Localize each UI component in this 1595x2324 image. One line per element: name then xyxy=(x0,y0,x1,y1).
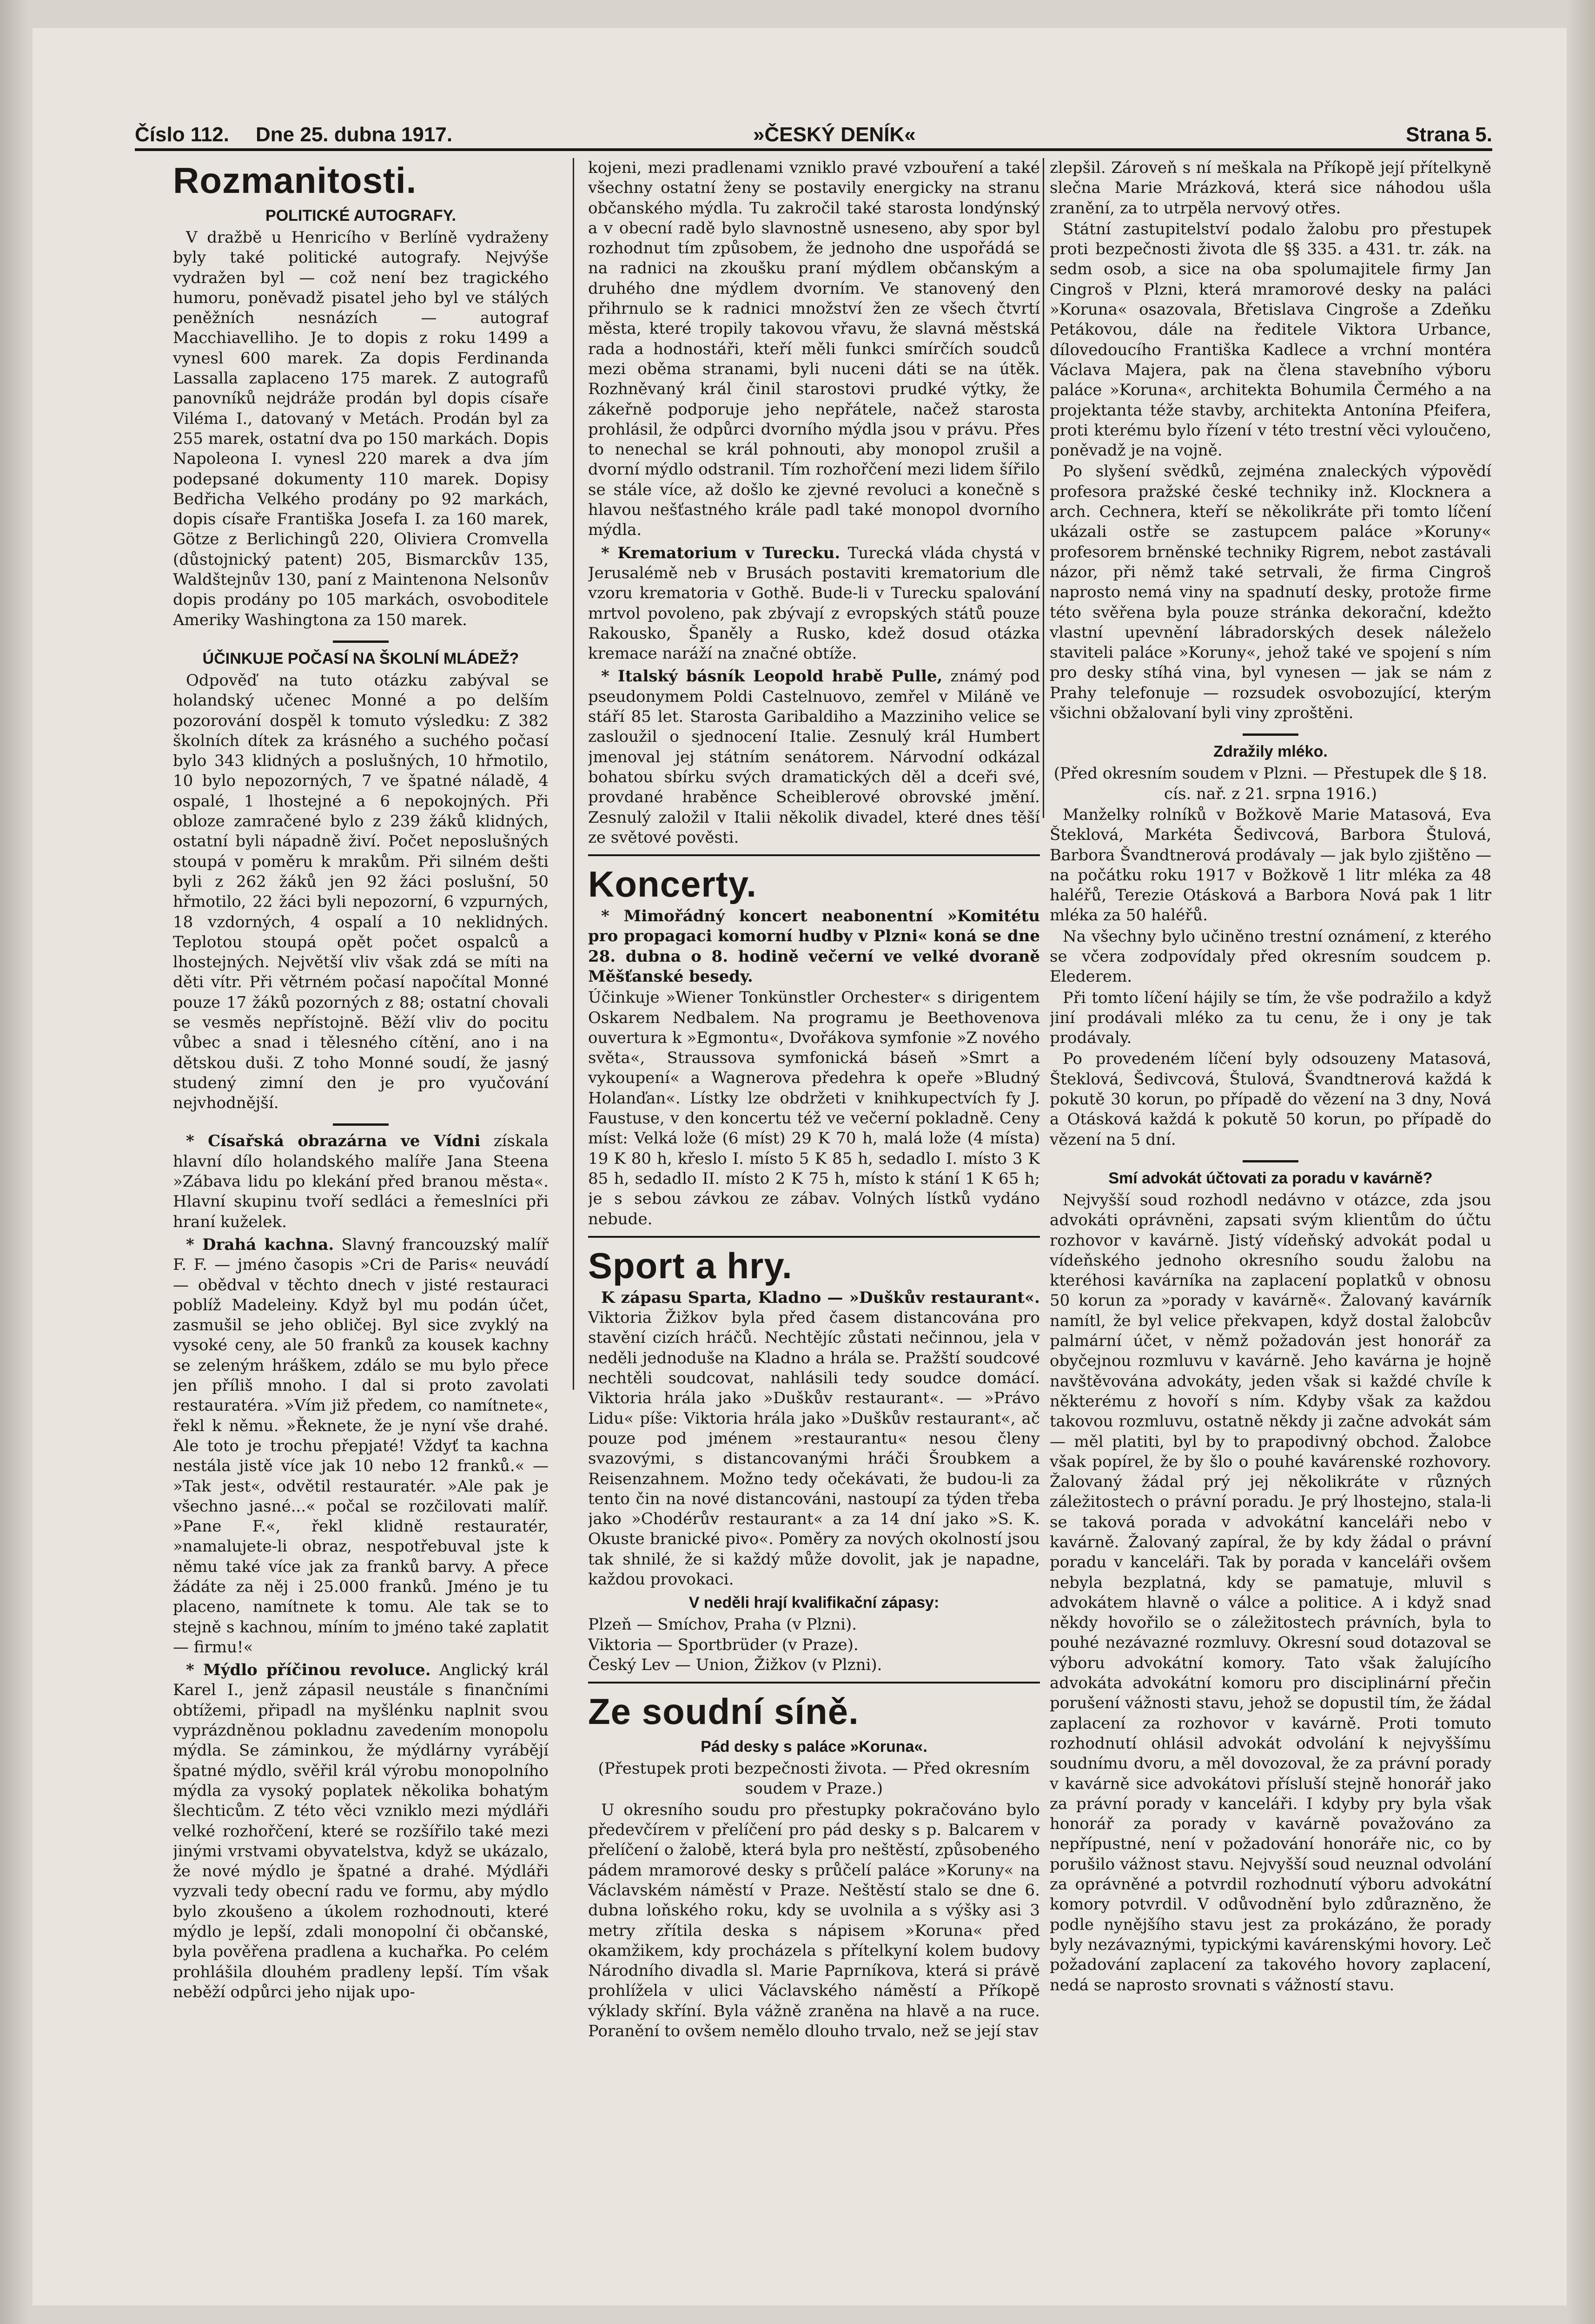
article-continuation: zlepšil. Zároveň s ní meškala na Příkopě její přítelkyně slečna Marie Mrázková, která sice náhodou ušla zranění, za to utrpěla nervový otřes. xyxy=(1050,158,1491,218)
column-middle xyxy=(588,158,1040,2278)
article-body: Při tomto líčení hájily se tím, že vše podražilo a když jiní prodávali mléko za tu cenu, že i ony je tak prodávaly. xyxy=(1050,988,1491,1048)
news-item xyxy=(173,1235,549,1657)
article-body: U okresního soudu pro přestupky pokračováno bylo předevčírem v přelíčení pro pád desky s p. Balcarem v přelíčení o žalobě, která byla pro neštěstí, způsobeného pádem mramorové desky s průčelí paláce »Koruny« na Václavském náměstí v Praze. Neštěstí stalo se dne 6. dubna loňského roku, kdy se uvolnila a s výšky asi 3 metry zřítila deska s nápisem »Koruna« před okamžikem, kdy procházela s přítelkyní kolem budovy Národního divadla sl. Marie Paprníkova, která si právě prohlížela v ulici Václavského náměstí a Příkopě výklady skříní. Byla vážně zraněna na hlavě a na ruce. Poranění to ovšem nemělo dlouho trvalo, než se její stav xyxy=(588,1800,1040,2041)
article-heading: POLITICKÉ AUTOGRAFY. xyxy=(265,207,456,224)
news-item-title: * Mýdlo příčinou revoluce. xyxy=(186,1661,431,1680)
section-title-koncerty: Koncerty. xyxy=(588,864,757,905)
sport-item-body: Viktoria Žižkov byla před časem distancována pro stavění cizích hráčů. Nechtějíc zůstati nečinnou, jela v neděli jednoduše na Kladno a hrála se. Pražští soudcové nechtěli soudcovat, nahlásili tedy soudce domácí. Viktoria hrála jako »Duškův restaurant«. — »Právo Lidu« píše: Viktoria hrála jako »Duškův restaurant«, ač pouze pod jménem »restaurantu« nesou členy svazovými, s distancovanými hráči Šroubkem a Reisenzahnem. Možno tedy očekávati, že budou-li za tento čin na nové distancováni, nastoupí za týden třeba jako »Chodérův restaurant« a za 14 dní jako »S. K. Okuste branické pivo«. Poměry za nových okolností jsou tak shnilé, že si každý může dovolit, jak je napadne, každou provokaci. xyxy=(588,1308,1040,1589)
news-item-body: známý pod pseudonymem Poldi Castelnuovo, zemřel v Miláně ve stáří 85 let. Starosta Garibaldiho a Mazziniho velice se zasloužil o sjednocení Italie. Zesnulý král Humbert jmenoval jej státním senátorem. Nárvodní odkázal bohatou sbírku svých dramatických děl a dceři své, provdané hraběnce Scheiblerové obrovské jmění. Zesnulý založil v Italii několik divadel, které dnes těší ze světové pověsti. xyxy=(588,667,1040,847)
divider xyxy=(1243,1160,1298,1162)
match-row: Viktoria — Sportbrüder (v Praze). xyxy=(588,1635,859,1654)
article-continuation: kojeni, mezi pradlenami vzniklo pravé vzbouření a také všechny ostatní ženy se postavily energicky na stranu občanského mýdla. Tu zakročil také starosta londýnský a v obecní radě bylo slavnostně usneseno, aby spor byl rozhodnut tím způsobem, že jednoho dne uspořádá se na radnici na zkoušku praní mýdlem občanským a druhého dne mýdlem dvorním. Ve stanovený den přihrnulo se k radnici množství žen ze všech čtvrtí města, které tropily takovou vřavu, že slavná městská rada a hodnostáři, kteří měli funkci smírčích soudců mezi oběma stranami, byli nuceni dáti se na útěk. Rozhněvaný král činil starostovi prudké výtky, že zákeřně podporuje jeho nepřátele, načež starosta prohlásil, že odpůrci dvorního mýdla jsou v právu. Přes to nenechal se král pohnouti, aby monopol zrušil a dvorní mýdlo odstranil. Tím rozhořčení mezi lidem šířilo se stále více, až došlo ke zjevné revoluci a konečně s hlavou nešťastného krále padl také monopol dvorního mýdla. xyxy=(588,158,1040,540)
sport-item xyxy=(588,1288,1040,1590)
news-item xyxy=(173,1660,549,2002)
column-divider xyxy=(573,158,574,1390)
news-item-title: * Drahá kachna. xyxy=(186,1235,334,1254)
section-rule xyxy=(588,1682,1040,1684)
news-item xyxy=(588,667,1040,848)
divider xyxy=(333,640,389,643)
match-row: Plzeň — Smíchov, Praha (v Plzni). xyxy=(588,1615,857,1634)
issue-date: Dne 25. dubna 1917. xyxy=(256,123,453,146)
article-body: Manželky rolníků v Božkově Marie Matasová, Eva Šteklová, Markéta Šedivcová, Barbora Štulová, Barbora Švandtnerová prodávaly — jak bylo zjištěno — na počátku roku 1917 v Božkově 1 litr mléka za 48 haléřů, Terezie Otásková a Barbora Nová pak 1 litr mléka za 50 haléřů. xyxy=(1050,805,1491,925)
article-body: V dražbě u Henricího v Berlíně vydraženy byly také politické autografy. Nejvýše vydražen byl — což není bez tragického humoru, poněvadž pisatel jeho byl ve stálých peněžních nesnázích — autograf Macchiavelliho. Je to dopis z roku 1499 a vynesl 600 marek. Za dopis Ferdinanda Lassalla zaplaceno 175 marek. Z autografů panovníků nejdráže prodán byl dopis císaře Viléma I., datovaný v Metách. Prodán byl za 255 marek, ostatní dva po 150 markách. Dopis Napoleona I. vynesl 220 marek a dva jím podepsané dokumenty 110 marek. Dopisy Bedřicha Velkého prodány po 92 markách, dopis císaře Františka Josefa I. za 160 marek, Götze z Berlichingů 220, Oliviera Cromvella (důstojnický patent) 205, Bismarckův 135, Waldštejnův 130, paní z Maintenona Nelsonův dopis prodány po 105 markách, osvoboditele Ameriky Washingtona za 150 marek. xyxy=(173,228,549,629)
page-header xyxy=(135,123,1492,151)
news-item-body: Slavný francouzský malíř F. F. — jméno časopis »Cri de Paris« neuvádí — obědval v těchto dnech v jisté restauraci poblíž Madeleiny. Když byl mu podán účet, zasmušil se jeho obličej. Byl sice zvyklý na vysoké ceny, ale 50 franků za kousek kachny se zeleným hráškem, zdálo se mu bylo přece jen příliš mnoho. I dal si proto zavolati restauratéra. »Vím již předem, co namítnete«, řekl k němu. »Řeknete, že je nyní vše drahé. Ale toto je trochu přepjaté! Vždyť ta kachna nestála jistě více jak 10 nebo 12 franků.« — »Tak jest«, odvětil restauratér. »Ale pak je všechno jasné...« počal se rozčilovati malíř. »Pane F.«, řekl klidně restauratér, »namalujete-li obraz, nespotřebuval jste k němu také více jak za franků barvy. A přece žádáte za něj i 25.000 franků. Jméno je tu placeno, namítnete k tomu. Ale tak se to stejně s kachnou, míním to jméno také zaplatit — firmu!« xyxy=(173,1235,549,1657)
issue-number: Číslo 112. xyxy=(135,123,230,146)
match-row: Český Lev — Union, Žižkov (v Plzni). xyxy=(588,1655,882,1674)
article-subheading: (Před okresním soudem v Plzni. — Přestupek dle § 18. cís. nař. z 21. srpna 1916.) xyxy=(1053,764,1488,803)
news-item-title: * Krematorium v Turecku. xyxy=(601,543,841,562)
page-number: Strana 5. xyxy=(1406,123,1492,146)
news-item-body: získala hlavní dílo holandského malíře Jana Steena »Zábava lidu po klekání před branou města«. Hlavní skupinu tvoří sedláci a řemeslníci při hraní kuželek. xyxy=(173,1132,549,1231)
article-heading: ÚČINKUJE POČASÍ NA ŠKOLNÍ MLÁDEŽ? xyxy=(202,649,519,667)
newspaper-title: »ČESKÝ DENÍK« xyxy=(753,123,916,146)
article-body: Po slyšení svědků, zejména znaleckých výpovědí profesora pražské české techniky inž. Klocknera a arch. Cechnera, kteří se několikráte při tomto líčení ukázali ostře se zastupcem paláce »Koruny« profesorem brněnské techniky Rigrem, nebot zastávali názor, při němž také setrvali, že firma Cingroš naprosto nemá viny na spadnutí desky, protože firme této svěřena byla pouze stránka dekorační, kdežto vlastní upevnění lábradorských desek náleželo staviteli paláce »Koruny«, jehož také ve spojení s ním pro desky stíhá vina, byl vynesen — jak se nám z Prahy telefonuje — rozsudek osvobozující, kterým všichni obžalovaní byli viny zproštěni. xyxy=(1050,462,1491,723)
article-subheading: (Přestupek proti bezpečnosti života. — Před okresním soudem v Praze.) xyxy=(598,1759,1030,1798)
sport-item-title: K zápasu Sparta, Kladno — »Duškův restaurant«. xyxy=(601,1288,1040,1307)
match-list-heading: V neděli hrají kvalifikační zápasy: xyxy=(688,1594,940,1612)
column-divider xyxy=(1043,158,1044,818)
article-heading: Pád desky s paláce »Koruna«. xyxy=(701,1738,927,1756)
article-body: Na všechny bylo učiněno trestní oznámení, z kterého se včera zodpovídaly před okresním soudcem p. Elederem. xyxy=(1050,927,1491,986)
concert-lead: * Mimořádný koncert neabonentní »Komitétu pro propagaci komorní hudby v Plzni« koná se dne 28. dubna o 8. hodině večerní ve velké dvoraně Měšťanské besedy. xyxy=(588,907,1040,986)
section-rule xyxy=(588,1236,1040,1238)
section-title-soud: Ze soudní síně. xyxy=(588,1691,859,1732)
news-item-title: * Italský básník Leopold hrabě Pulle, xyxy=(601,667,943,686)
article-body: Po provedeném líčení byly odsouzeny Matasová, Šteklová, Šedivcová, Štulová, Švandtnerová každá k pokutě 30 korun, po případě do vězení na 3 dny, Nová a Otásková každá k pokutě 50 korun, po případě do vězení na 5 dní. xyxy=(1050,1050,1491,1149)
section-title-rozmanitosti: Rozmanitosti. xyxy=(173,160,417,201)
article-body: Odpověď na tuto otázku zabýval se holandský učenec Monné a po delším pozorování dospěl k tomuto výsledku: Z 382 školních dítek za krásného a suchého počasí bylo 343 klidných a poslušných, 10 hřmotilo, 10 bylo nepozorných, 7 ve špatné náladě, 4 ospalé, 1 lhostejné a 6 nepokojných. Při obloze zamračené bylo z 239 žáků klidných, ostatní byli nápadně živí. Počet neposlušných stoupá v poměru k mrakům. Při silném dešti byli z 262 žáků jen 92 žáci poslušní, 50 hřmotilo, 22 žáci byli nepozorní, 6 vzpurných, 18 vzdorných, 4 ospalí a 10 neklidných. Teplotou stoupá opět počet ospalců a lhostejných. Největší vliv však zdá se míti na děti vítr. Při větrném počasí napočítal Monné pouze 17 žáků pozorných z 88; ostatní chovali se vesměs nepřístojně. Běží vliv do pocitu vůbec a snad i tělesného cítění, ano i na dětskou duši. Z toho Monné soudí, že jasný studený zimní den je pro vyučování nejvhodnější. xyxy=(173,671,549,1113)
section-rule xyxy=(588,854,1040,856)
section-title-sport: Sport a hry. xyxy=(588,1245,793,1286)
column-left xyxy=(173,158,549,2278)
article-body: Nejvyšší soud rozhodl nedávno v otázce, zda jsou advokáti oprávněni, zapsati svým klientům do účtu rozhovor v kavárně. Jistý vídeňský advokát podal u vídeňského jednoho okresního soudu žalobu na kteréhosi kavárníka na zaplacení poplatků v obnosu 50 korun za »porady v kavárně«. Žalovaný kavárník namítl, že byl velice překvapen, když dostal žalobcův palmární účet, v němž požadován jest honorář za obyčejnou rozmluvu v kavárně. Jeho kavárna je hojně navštěvována advokáty, jeden však si každé chvíle k některému z hovoří s ním. Kdyby však za každou takovou rozmluvu, ostatně někdy ji začne advokát sám — měl platiti, byl by to prapodivný obchod. Žalobce však popírel, že by šlo o pouhé kavárenské rozhovory. Žalovaný žádal prý jej několikráte v různých záležitostech o právní poradu. Je prý lhostejno, stala-li se taková porada v advokátní kanceláři nebo v kavárně. Žalovaný zapíral, že by kdy žádal o právní poradu v kanceláři. Tak by porada v kanceláři ovšem nebyla bezplatná, kdy se pamatuje, mluvil s advokátem hlavně o válce a politice. A i když snad někdy hovořilo se o záležitostech právních, byla to pouhé nezávazné rozmluvy. Okresní soud dotazoval se výboru advokátní komory. Tato však žalujícího advokáta advokátní komoru pro disciplinární přečin porušení vážnosti stavu, jehož se dopustil tím, že žádal zaplacení za rozhovor v kavárně. Proti tomuto rozhodnutí ohlásil advokát odvolání k nejvyššímu soudnímu dvoru, a měl dovozoval, že za právní porady v kavárně sice advokátovi přísluší stejně honorář jako za právní porady v kanceláři. I kdyby pry byla však honorář za porady v kavárně považováno za nepřípustné, není v požadování honoráře nic, co by porušilo vážnost stavu. Nejvyšší soud neuznal odvolání za oprávněné a potvrdil rozhodnutí výboru advokátní komory potvrdil. V odůvodnění bylo zdůrazněno, že podle nynějšího stavu jest za prokázáno, že porady byly nezávaznými, typickými kavárenskými hovory. Leč požadování zaplacení za takového hovory zaplacení, nedá se naprosto srovnati s vážností stavu. xyxy=(1050,1190,1491,1994)
news-item-body: Turecká vláda chystá v Jerusalémě neb v Brusách postaviti krematorium dle vzoru krematoria v Gothě. Bude-li v Turecku spalování mrtvol povoleno, pak zbývají z evropských států pouze Rakousko, Španěly a Rusko, kdež dosud otázka kremace naráží na značné obtíže. xyxy=(588,543,1040,663)
article-body: Státní zastupitelství podalo žalobu pro přestupek proti bezpečnosti života dle §§ 335. a 431. tr. zák. na sedm osob, a sice na oba spolumajitele firmy Jan Cingroš v Plzni, která mramorové desky na paláci »Koruna« osazovala, Břetislava Cingroše a Zdeňku Petákovou, dále na ředitele Viktora Urbance, dílovedoucího Františka Kadlece a vrchní montéra Václava Majera, pak na člena stavebního výboru paláce »Koruna«, architekta Bohumila Čermého a na projektanta téže stavby, architekta Antonína Pfeifera, proti kterému bylo řízení v této trestní věci vyloučeno, poněvadž je na vojně. xyxy=(1050,219,1491,460)
article-heading: Zdražily mléko. xyxy=(1213,743,1328,761)
divider xyxy=(1243,733,1298,736)
news-item xyxy=(173,1131,549,1232)
column-right xyxy=(1050,158,1491,2278)
news-item-body: Anglický král Karel I., jenž zápasil neustále s finančními obtížemi, připadl na myšlénku naplnit svou vyprázdněnou pokladnu zavedením monopolu mýdla. Se záminkou, že mýdlárny vyrábějí špatné mýdlo, svěřil král výrobu monopolního mýdla za vysoký poplatek několika bohatým šlechticům. Z této věci vzniklo mezi mýdláři velké rozhořčení, které se rozšířilo také mezi jinými vrstvami obyvatelstva, když se ukázalo, že nové mýdlo je špatné a drahé. Mýdláři vyzvali tedy obecní radu ve formu, aby mýdlo bylo zkoušeno a úkolem rozhodnouti, které mýdlo je lepší, zdali monopolní či občanské, byla pověřena pradlena a kuchařka. Po celém prohlášila dlouhém pradleny lepší. Tím však neběží odpůrci jeho nijak upo- xyxy=(173,1661,549,2001)
concert-body: Účinkuje »Wiener Tonkünstler Orchester« s dirigentem Oskarem Nedbalem. Na programu je Beethovenova ouvertura k »Egmontu«, Dvořákova symfonie »Z nového světa«, Straussova symfonická báseň »Smrt a vykoupení« a Wagnerova předehra k opeře »Bludný Holanďan«. Lístky lze obdržeti v knihkupectvích fy J. Faustuse, v den koncertu též ve večerní pokladně. Ceny míst: Velká lože (6 míst) 29 K 70 h, malá lože (4 místa) 19 K 80 h, křeslo I. místo 5 K 85 h, sedadlo I. místo 3 K 85 h, sedadlo II. místo 2 K 75 h, místo k stání 1 K 65 h; je s sebou závkou ze zábav. Volných lístků vydáno nebude. xyxy=(588,988,1040,1228)
news-item-title: * Císařská obrazárna ve Vídni xyxy=(186,1132,481,1151)
divider xyxy=(333,1123,389,1126)
article-heading: Smí advokát účtovati za poradu v kavárně? xyxy=(1108,1169,1433,1187)
news-item xyxy=(588,543,1040,664)
